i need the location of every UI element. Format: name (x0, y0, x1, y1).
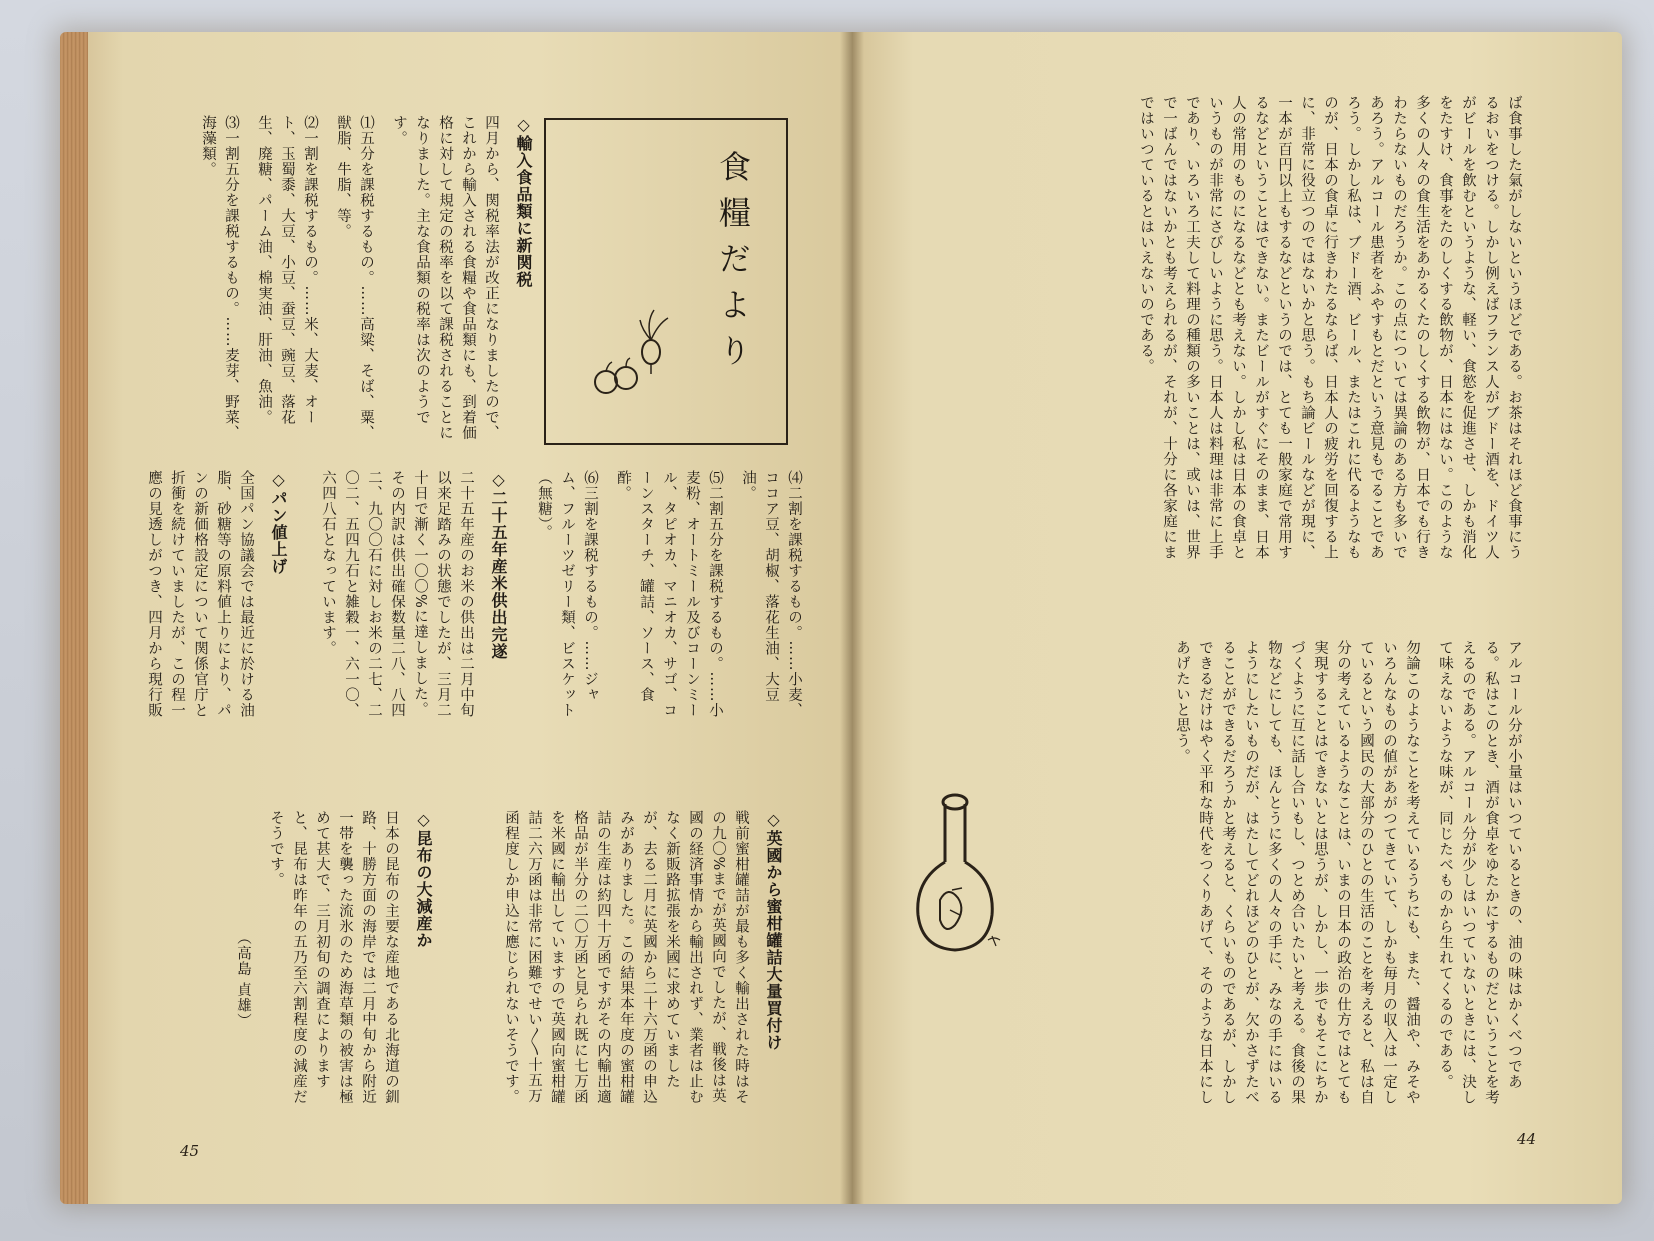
essay-column-lower (1035, 640, 1525, 1110)
section-body: 全国パン協議会では最近に於ける油脂、砂糖等の原料値上りにより、パンの新価格設定について関係官庁と折衝を続けていましたが、この程一應の見透しがつき、四月から現行販 (146, 470, 254, 718)
section-bread (140, 470, 290, 725)
tax-item: ⑴五分を課税するもの。……高粱、そば、粟、獣脂、牛脂、等。 (335, 115, 374, 441)
essay-paragraph: アルコール分が小量はいつているときの、油の味はかくべつである。私はこのとき、酒が食卓をゆたかにするものだということを考えるのである。アルコール分が少しはいつていないときには、決して味えないような味が、同じたべものから生れてくるのである。 (1437, 640, 1522, 1105)
page-title: 食糧だより (714, 150, 752, 380)
essay-paragraph: 勿論このようなことを考えているうちにも、また、醤油や、みそやいろんなものの値があがつてきていて、しかも毎月の収入は一定しているという國民の大部分のひとの生活のことを考えると、私は自分の考えているようなことは、いまの日本の政治の仕方ではとても実現することはできないとは思うが、しかし、一歩でもそこにちかづくように互に話し合いもし、つとめ合いたいと考える。食後の果物などにしても、ほんとうに多くの人々の手に、みなの手にはいるようにしたいものだが、はたしてどれほどのひとが、欠かさずたべることができるだろうかと考えると、くらいものであるが、しかしできるだけはやく平和な時代をつくりあげて、そのような日本にしあげたいと思う。 (1174, 640, 1420, 1105)
section-body: 戦前蜜柑罐詰が最も多く輸出された時はその九〇%までが英國向でしたが、戦後は英國の経済事情から輸出されず、業者は止むなく新販路拡張を米國に求めていましたが、去る二月に英國から二十六万函の申込みがありました。この結果本年度の蜜柑罐詰の生産は約四十万函ですがその内輸出適格品が半分の二〇万函と見られ既に七万函を米國に輸出していますので英國向蜜柑罐詰二六万函は非常に困難でせい〳〵十五万函程度しか申込に應じられないそうです。 (503, 810, 749, 1105)
section-body: 四月から、関税率法が改正になりましたので、これから輸入される食糧や食品類にも、到着価格に対して規定の税率を以て課税されることになりました。主な食品類の税率は次のようです。 (391, 115, 499, 441)
bottle-illustration-icon (900, 790, 1010, 960)
section-body: 日本の昆布の主要な産地である北海道の釧路、十勝方面の海岸では二月中旬から附近一帯を襲った流氷のため海草類の被害は極めて甚大で、三月初旬の調査によりますと、昆布は昨年の五乃至六割程度の減産だそうです。 (268, 810, 399, 1105)
section-heading: ◇昆布の大減産か (414, 810, 433, 949)
tax-item (520, 470, 522, 725)
tax-item: ⑸二割五分を課税するもの。……小麦粉、オートミール及びコーンミール、タピオカ、マニオカ、サゴ、コーンスターチ、罐詰、ソース、食酢。 (615, 470, 723, 718)
section-kombu (140, 810, 435, 1105)
essay-column-upper (905, 95, 1525, 575)
author-credit: （高島 貞雄） (235, 930, 251, 1029)
page-gutter (840, 32, 864, 1204)
section-heading: ◇二十五年産米供出完遂 (489, 470, 508, 660)
page-edge (60, 32, 88, 1204)
vegetable-illustration-icon (576, 290, 696, 410)
tax-item: ⑷二割を課税するもの。……小麦、ココア豆、胡椒、落花生油、大豆油。 (740, 470, 802, 718)
page-number: 45 (180, 1142, 200, 1160)
section-import-tax (140, 115, 535, 450)
tax-item: ⑹三割を課税するもの。……ジャム、フルーツゼリー類、ビスケット（無糖）。 (536, 470, 598, 718)
section-rice (295, 470, 510, 725)
tax-item: ⑶一割五分を課税するもの。……麦芽、野菜、海藻類。 (200, 115, 239, 441)
section-tax-items (520, 470, 805, 725)
section-heading: ◇パン値上げ (269, 470, 288, 575)
section-heading: ◇輸入食品類に新関税 (514, 115, 533, 288)
page-number: 44 (1517, 1130, 1537, 1148)
section-mikan (440, 810, 785, 1105)
essay-paragraph: ば食事した氣がしないというほどである。お茶はそれほど食事にうるおいをつける。しかし例えばフランス人がブドー酒を、ドイツ人がビールを飲むというような、軽い、食慾を促進させ、しかも消化をたすけ、食事をたのしくする飲物が、日本にはない。このような多くの人々の食生活をあかるくたのしくする飲物が、日本でも行きわたらないものだろうか。この点については異論のある方も多いであろう。アルコール患者をふやすもとだという意見もでることであろう。しかし私は、ブドー酒、ビール、またはこれに代るようなものが、日本の食卓に行きわたるならば、日本人の疲労を回復する上に、非常に役立つのではないかと思う。もち論ビールなどが現に、一本が百円以上もするなどというのでは、とても一般家庭で常用するなどということはできない。またビールがすぐにそのまま、日本人の常用のものになるなどとも考えない。しかし私は日本の食卓というものが非常にさびしいように思う。日本人は料理は非常に上手であり、いろいろ工夫して料理の種類の多いことは、或いは、世界で一ばんではないかとも考えられるが、それが、十分に各家庭にまではいつているとはいえないのである。 (1138, 95, 1522, 560)
section-heading: ◇英國から蜜柑罐詰大量買付け (764, 810, 783, 1051)
section-body: 二十五年産のお米の供出は二月中旬以来足踏みの状態でしたが、三月二十日で漸く一〇〇%に達しました。その内訳は供出確保数量二八、八四二、九〇〇石に対しお米の二七、二〇二、五四九石と雑穀一、六一〇、六四八石となっています。 (320, 470, 474, 718)
tax-item: ⑵一割を課税するもの。……米、大麦、オート、玉蜀黍、大豆、小豆、蚕豆、豌豆、落花生、廃糖、パーム油、棉実油、肝油、魚油。 (256, 115, 318, 425)
